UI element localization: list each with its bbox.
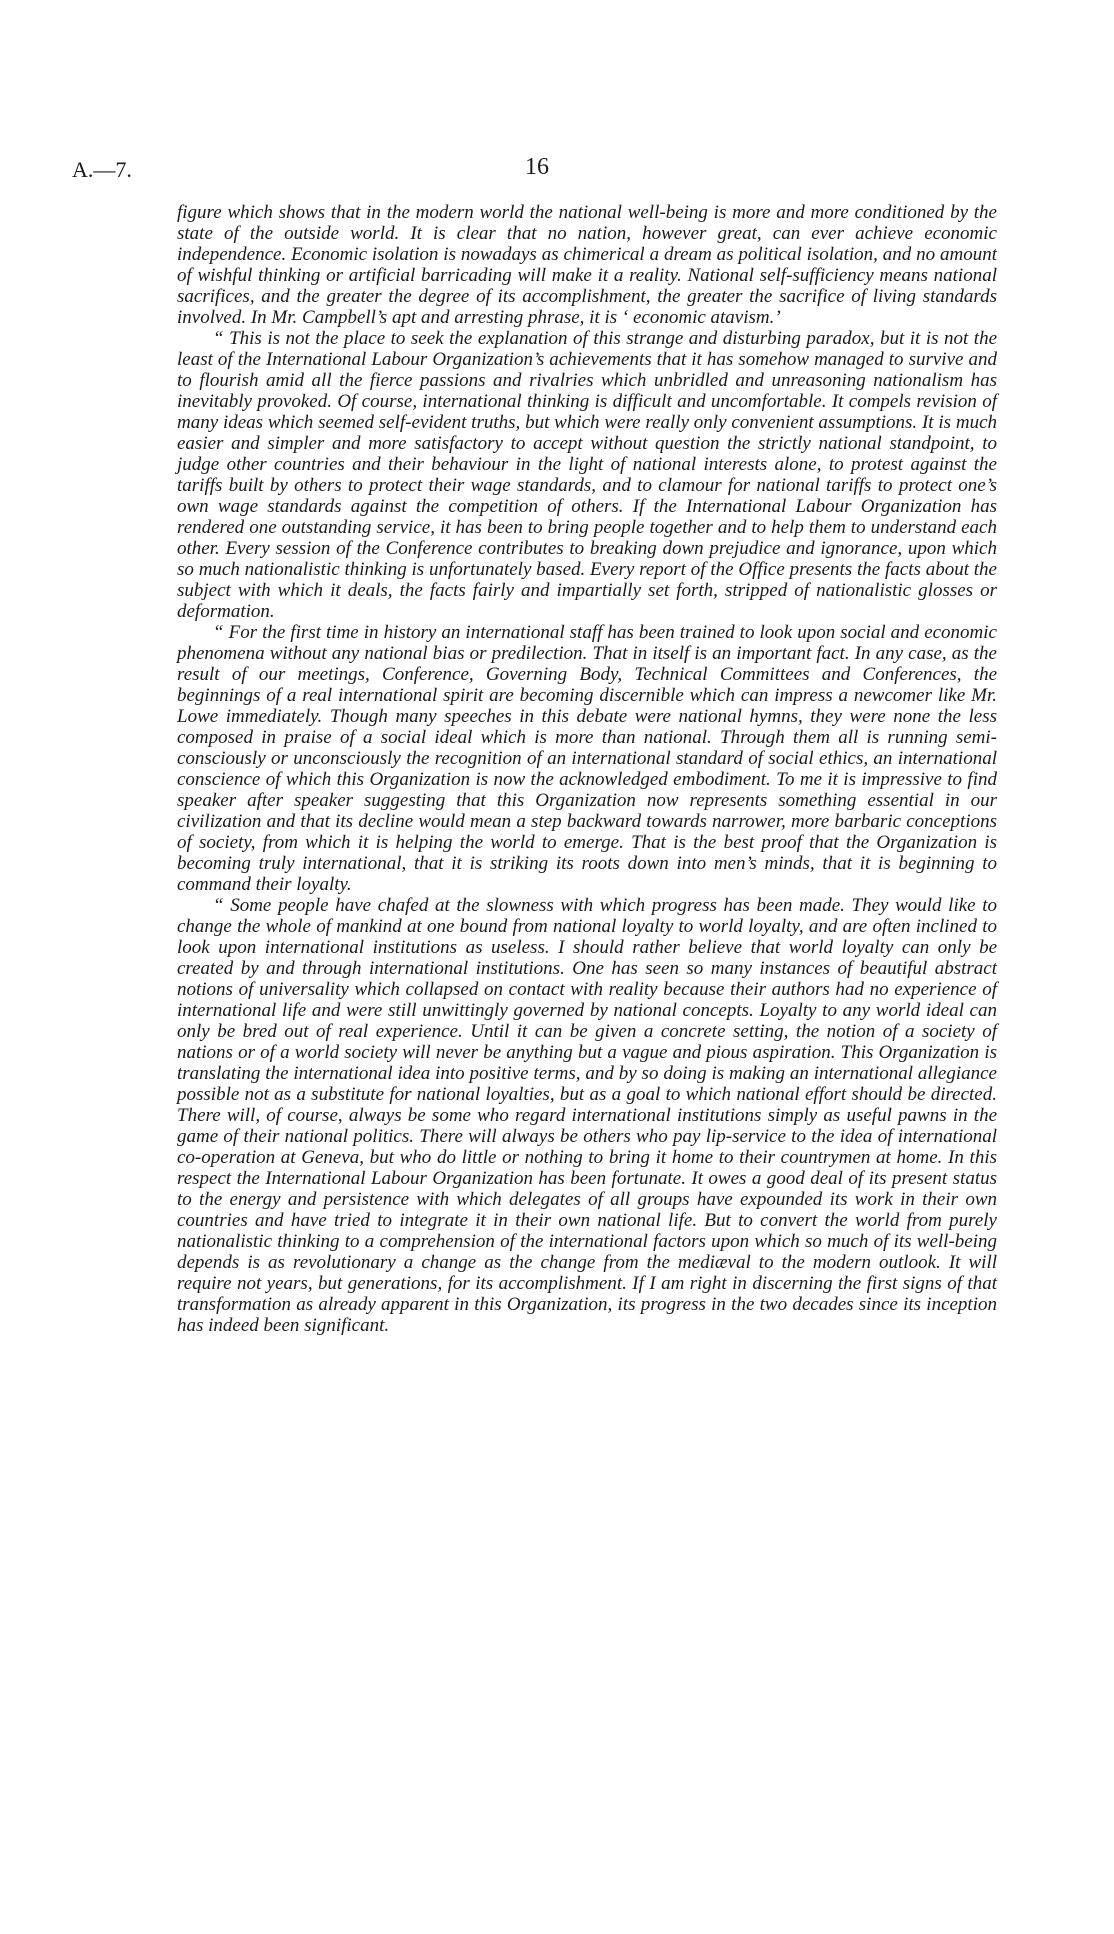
paragraph: “ For the first time in history an international staff has been trained to look upon social and economic phenomena without any national bias or predilection. That in itself is an important fact. In any case, as the result of our meetings, Conference, Governing Body, Technical Committees and Conferences, the beginnings of a real international spirit are becoming discernible which can impress a newcomer like Mr. Lowe immediately. Though many speeches in this debate were national hymns, they were none the less composed in praise of a social ideal which is more than national. Through them all is running semi-consciously or unconsciously the recognition of an international standard of social ethics, an international conscience of which this Organization is now the acknowledged embodiment. To me it is impressive to find speaker after speaker suggesting that this Organization now represents something essential in our civilization and that its decline would mean a step backward towards narrower, more barbaric conceptions of society, from which it is helping the world to emerge. That is the best proof that the Organization is becoming truly international, that it is striking its roots down into men’s minds, that it is beginning to command their loyalty.: [177, 622, 997, 895]
paragraph: “ This is not the place to seek the explanation of this strange and disturbing paradox, but it is not the least of the International Labour Organization’s achievements that it has somehow managed to survive and to flourish amid all the fierce passions and rivalries which unbridled and unreasoning nationalism has inevitably provoked. Of course, international thinking is difficult and uncomfortable. It compels revision of many ideas which seemed self-evident truths, but which were really only convenient assumptions. It is much easier and simpler and more satisfactory to accept without question the strictly national standpoint, to judge other countries and their behaviour in the light of national interests alone, to protest against the tariffs built by others to protect their wage standards, and to clamour for national tariffs to protect one’s own wage standards against the competition of others. If the International Labour Organization has rendered one outstanding service, it has been to bring people together and to help them to understand each other. Every session of the Conference contributes to breaking down prejudice and ignorance, upon which so much nationalistic thinking is unfortunately based. Every report of the Office presents the facts about the subject with which it deals, the facts fairly and impartially set forth, stripped of nationalistic glosses or deformation.: [177, 328, 997, 622]
body-text: [177, 202, 997, 1336]
page-number: 16: [525, 154, 549, 180]
paragraph: “ Some people have chafed at the slowness with which progress has been made. They would like to change the whole of mankind at one bound from national loyalty to world loyalty, and are often inclined to look upon international institutions as useless. I should rather believe that world loyalty can only be created by and through international institutions. One has seen so many instances of beautiful abstract notions of universality which collapsed on contact with reality because their authors had no experience of international life and were still unwittingly governed by national concepts. Loyalty to any world ideal can only be bred out of real experience. Until it can be given a concrete setting, the notion of a society of nations or of a world society will never be anything but a vague and pious aspiration. This Organization is translating the international idea into positive terms, and by so doing is making an international allegiance possible not as a substitute for national loyalties, but as a goal to which national effort should be directed. There will, of course, always be some who regard international institutions simply as useful pawns in the game of their national politics. There will always be others who pay lip-service to the idea of international co-operation at Geneva, but who do little or nothing to bring it home to their countrymen at home. In this respect the International Labour Organization has been fortunate. It owes a good deal of its present status to the energy and persistence with which delegates of all groups have expounded its work in their own countries and have tried to integrate it in their own national life. But to convert the world from purely nationalistic thinking to a comprehension of the international factors upon which so much of its well-being depends is as revolutionary a change as the change from the mediæval to the modern outlook. It will require not years, but generations, for its accomplishment. If I am right in discerning the first signs of that transformation as already apparent in this Organization, its progress in the two decades since its inception has indeed been significant.: [177, 895, 997, 1336]
paragraph: figure which shows that in the modern world the national well-being is more and more conditioned by the state of the outside world. It is clear that no nation, however great, can ever achieve economic independence. Economic isolation is nowadays as chimerical a dream as political isolation, and no amount of wishful thinking or artificial barricading will make it a reality. National self-sufficiency means national sacrifices, and the greater the degree of its accomplishment, the greater the sacrifice of living standards involved. In Mr. Campbell’s apt and arresting phrase, it is ‘ economic atavism.’: [177, 202, 997, 328]
document-reference: A.—7.: [72, 157, 132, 182]
